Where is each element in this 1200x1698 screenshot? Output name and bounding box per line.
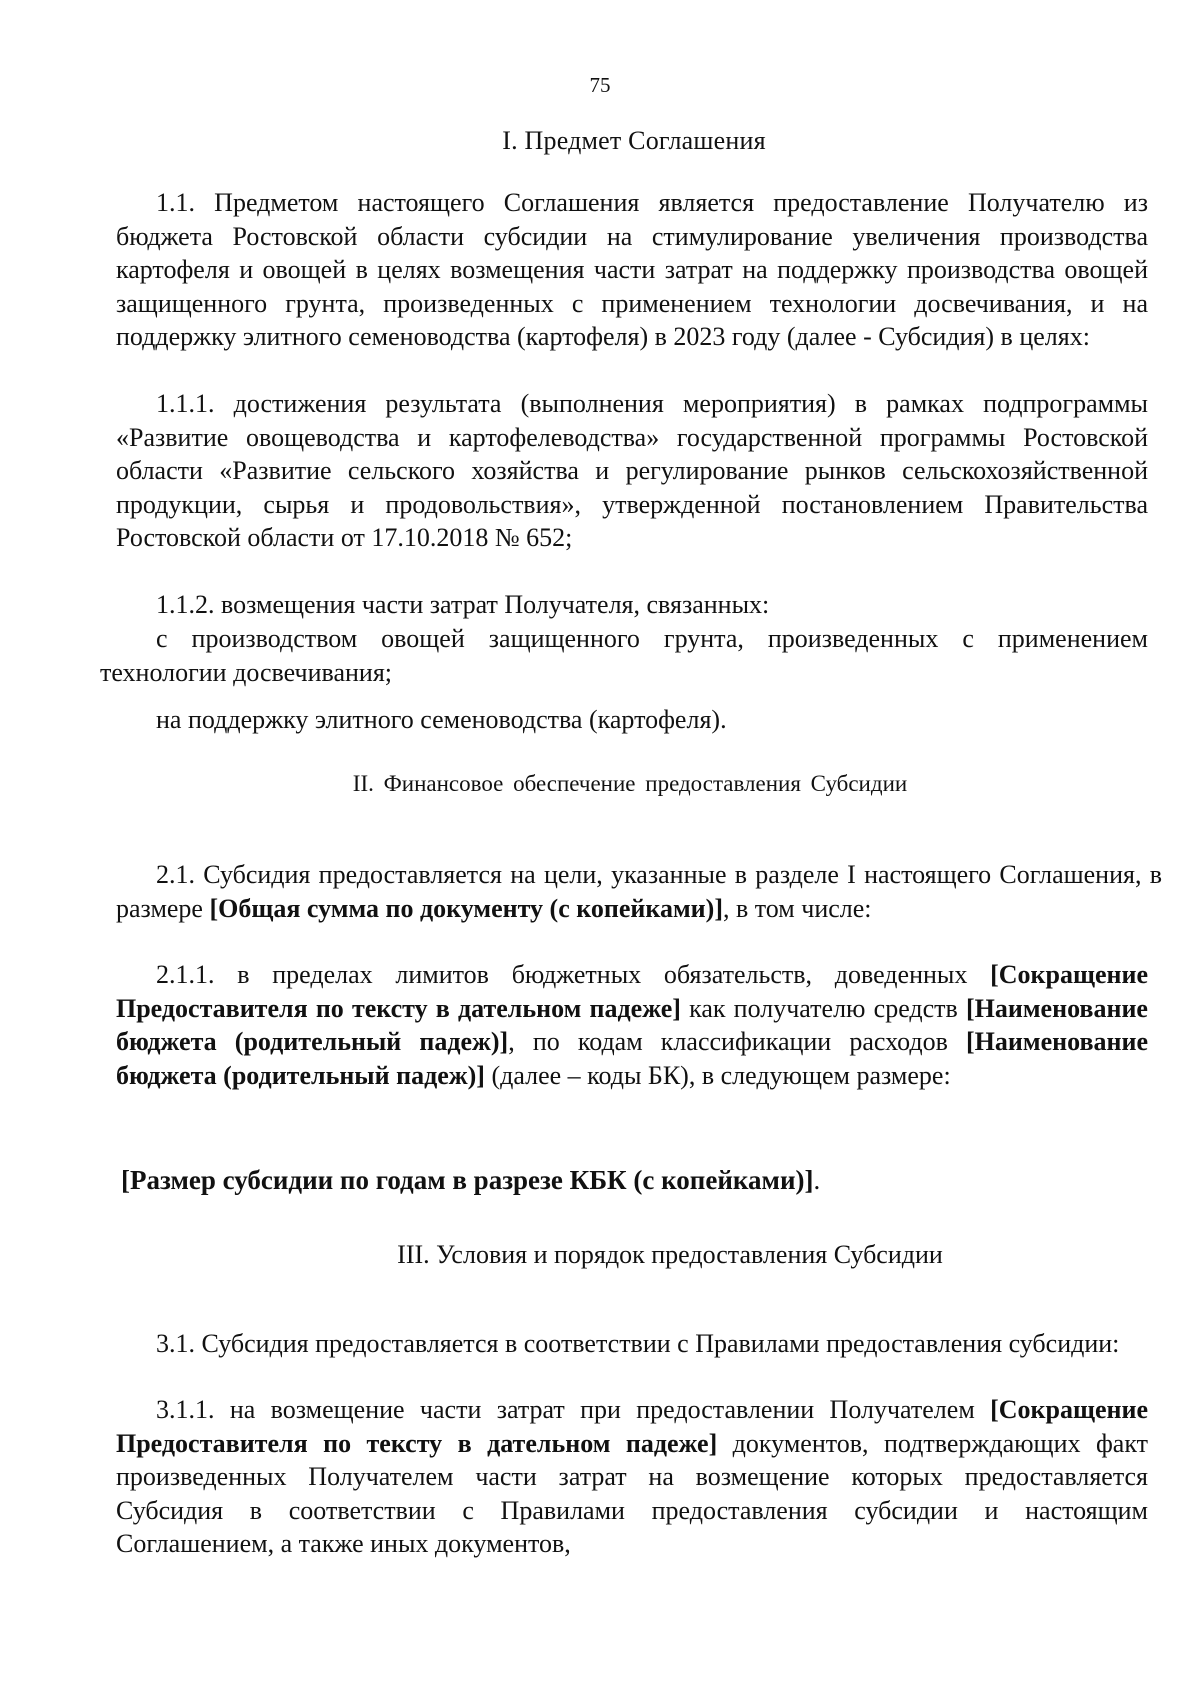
- paragraph-3-1-1: [116, 1393, 1148, 1561]
- paragraph-1-1: 1.1. Предметом настоящего Соглашения является предоставление Получателю из бюджета Ростовской области субсидии на стимулирование увеличения производства картофеля и овощей в целях возмещения части затрат на поддержку производства овощей защищенного грунта, произведенных с применением технологии досвечивания, и на поддержку элитного семеноводства (картофеля) в 2023 году (далее - Субсидия) в целях:: [116, 188, 1148, 352]
- placeholder-budget-genitive-2: [Наименование бюджета (родительный падеж)]: [116, 1027, 1148, 1090]
- paragraph-1-1-1: 1.1.1. достижения результата (выполнения мероприятия) в рамках подпрограммы «Развитие овощеводства и картофелеводства» государственной программы Ростовской области «Развитие сельского хозяйства и регулирование рынков сельскохозяйственной продукции, сырья и продовольствия», утвержденной постановлением Правительства Ростовской области от 17.10.2018 № 652;: [116, 389, 1148, 553]
- paragraph-2-1-text-end: , в том числе:: [722, 893, 872, 923]
- paragraph-1-1-2-b: на поддержку элитного семеноводства (картофеля).: [156, 705, 727, 734]
- placeholder-subsidy-by-kbk-end: .: [813, 1165, 821, 1195]
- paragraph-3-1-1-text-a: 3.1.1. на возмещение части затрат при предоставлении Получателем: [156, 1395, 991, 1424]
- section-1-title: I. Предмет Соглашения: [502, 126, 766, 155]
- placeholder-budget-genitive-1: [Наименование бюджета (родительный падеж)]: [116, 993, 1148, 1057]
- paragraph-2-1-text-start: 2.1. Субсидия предоставляется на цели, указанные в разделе I настоящего Соглашения, в размере: [116, 860, 1162, 923]
- placeholder-subsidy-by-kbk: [121, 1163, 820, 1197]
- placeholder-provider-dative-2: [Сокращение Предоставителя по тексту в дательном падеже]: [116, 1395, 1148, 1458]
- page-number: 75: [589, 73, 611, 97]
- placeholder-subsidy-by-kbk-text: [Размер субсидии по годам в разрезе КБК (с копейками)]: [121, 1165, 814, 1195]
- section-2-title: II. Финансовое обеспечение предоставления Субсидии: [352, 771, 908, 796]
- paragraph-2-1-1-text-e: (далее – коды БК), в следующем размере:: [484, 1060, 951, 1090]
- paragraph-2-1: [116, 858, 1162, 925]
- placeholder-provider-dative: [Сокращение Предоставителя по тексту в дательном падеже]: [116, 960, 1148, 1023]
- section-3-title: III. Условия и порядок предоставления Субсидии: [397, 1240, 943, 1269]
- placeholder-total-amount: [Общая сумма по документу (с копейками)]: [209, 893, 723, 923]
- paragraph-2-1-1-text-a: 2.1.1. в пределах лимитов бюджетных обязательств, доведенных: [156, 960, 991, 989]
- paragraph-1-1-2: 1.1.2. возмещения части затрат Получателя, связанных:: [156, 590, 770, 619]
- paragraph-3-1-1-text-b: документов, подтверждающих факт произведенных Получателем части затрат на возмещение которых предоставляется Субсидия в соответствии с Правилами предоставления субсидии и настоящим Соглашением, а также иных документов,: [116, 1428, 1148, 1559]
- paragraph-2-1-1-text-c: как получателю средств: [680, 993, 966, 1023]
- paragraph-1-1-2-a: с производством овощей защищенного грунта, произведенных с применением технологии досвечивания;: [100, 624, 1148, 687]
- paragraph-2-1-1-text-d: , по кодам классификации расходов: [508, 1027, 966, 1057]
- paragraph-3-1: 3.1. Субсидия предоставляется в соответствии с Правилами предоставления субсидии:: [156, 1329, 1120, 1358]
- paragraph-2-1-1: [116, 958, 1148, 1092]
